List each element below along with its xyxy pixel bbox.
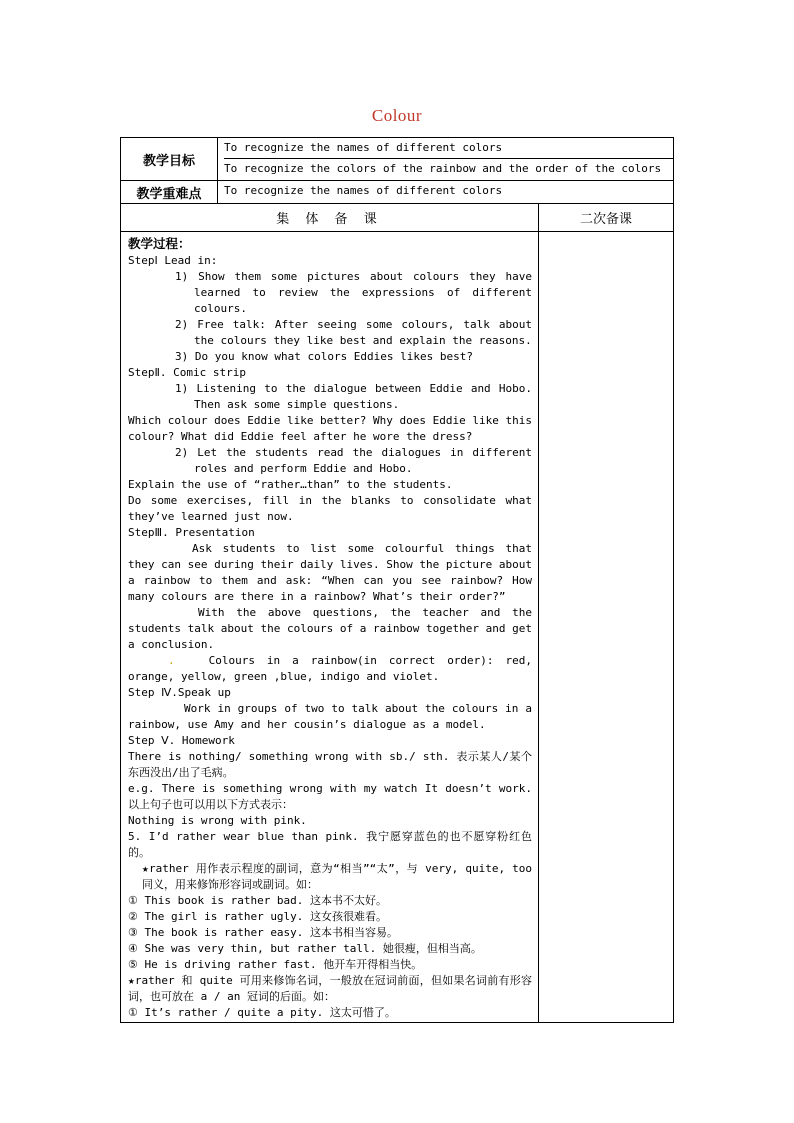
- objectives-label: 教学目标: [121, 138, 218, 181]
- step3-rainbow-order: [128, 653, 532, 685]
- step2-heading: StepⅡ. Comic strip: [128, 366, 246, 379]
- step1-item: 3) Do you know what colors Eddies likes best?: [175, 350, 474, 363]
- grammar-note: Nothing is wrong with pink.: [128, 814, 307, 827]
- key-points-text: To recognize the names of different colors: [218, 181, 674, 204]
- example-sentence: ④ She was very thin, but rather tall. 她很瘦，但相当高。: [128, 942, 482, 955]
- second-prep-cell[interactable]: [539, 232, 674, 1023]
- step3-heading: StepⅢ. Presentation: [128, 526, 255, 539]
- grammar-note: e.g. There is something wrong with my watch It doesn’t work. 以上句子也可以用以下方式表示：: [128, 782, 532, 811]
- marker-dot: .: [168, 654, 175, 667]
- example-sentence: ① It’s rather / quite a pity. 这太可惜了。: [128, 1006, 396, 1019]
- example-sentence: ① This book is rather bad. 这本书不太好。: [128, 894, 388, 907]
- collective-prep-label: 集 体 备 课: [276, 212, 383, 227]
- step5-heading: Step Ⅴ. Homework: [128, 734, 235, 747]
- grammar-note: ★rather 用作表示程度的副词，意为“相当”“太”，与 very, quite, too 同义，用来修饰形容词或副词。如：: [142, 862, 532, 891]
- collective-prep-header: [121, 204, 539, 232]
- step3-paragraph: Ask students to list some colourful things that they can see during their daily lives. Show the picture about a rainbow to them and ask: “When can you see rainbow? How many colours are there in a rainbow? What’s their order?”: [128, 542, 532, 603]
- process-heading: 教学过程：: [128, 236, 191, 251]
- example-sentence: ③ The book is rather easy. 这本书相当容易。: [128, 926, 399, 939]
- example-sentence: ② The girl is rather ugly. 这女孩很难看。: [128, 910, 388, 923]
- grammar-note: ★rather 和 quite 可用来修饰名词，一般放在冠词前面，但如果名词前有形容词，也可放在 a / an 冠词的后面。如：: [128, 974, 532, 1003]
- grammar-note: 5. I’d rather wear blue than pink. 我宁愿穿蓝色的也不愿穿粉红色的。: [128, 830, 532, 859]
- step4-paragraph: Work in groups of two to talk about the colours in a rainbow, use Amy and her cousin’s dialogue as a model.: [128, 702, 532, 731]
- step3-paragraph: With the above questions, the teacher and the students talk about the colours of a rainbow together and get a conclusion.: [128, 606, 532, 651]
- step2-explain: Explain the use of “rather…than” to the students.: [128, 478, 453, 491]
- step1-item: 2) Free talk: After seeing some colours, talk about the colours they like best and explain the reasons.: [175, 318, 532, 347]
- page-title: Colour: [371, 106, 423, 125]
- step2-exercise: Do some exercises, fill in the blanks to consolidate what they’ve learned just now.: [128, 494, 532, 523]
- objectives-cell: [218, 138, 674, 181]
- step4-heading: Step Ⅳ.Speak up: [128, 686, 231, 699]
- step2-questions: Which colour does Eddie like better? Why does Eddie like this colour? What did Eddie feel after he wore the dress?: [128, 414, 532, 443]
- grammar-note: There is nothing/ something wrong with sb./ sth. 表示某人/某个东西没出/出了毛病。: [128, 750, 532, 779]
- objective-line: To recognize the colors of the rainbow and the order of the colors: [224, 162, 662, 175]
- step2-item: 1) Listening to the dialogue between Eddie and Hobo. Then ask some simple questions.: [175, 382, 532, 411]
- objective-line: To recognize the names of different colors: [224, 138, 673, 159]
- key-points-label: 教学重难点: [121, 181, 218, 204]
- teaching-process-cell: [121, 232, 539, 1023]
- step2-item: 2) Let the students read the dialogues in different roles and perform Eddie and Hobo.: [175, 446, 532, 475]
- rainbow-order-text: Colours in a rainbow(in correct order): red, orange, yellow, green ,blue, indigo and violet.: [128, 654, 532, 683]
- step1-heading: StepⅠ Lead in:: [128, 254, 218, 267]
- step1-item: 1) Show them some pictures about colours they have learned to review the expressions of different colours.: [175, 270, 532, 315]
- example-sentence: ⑤ He is driving rather fast. 他开车开得相当快。: [128, 958, 423, 971]
- lesson-plan-table: [120, 137, 674, 1023]
- second-prep-header: 二次备课: [539, 204, 674, 232]
